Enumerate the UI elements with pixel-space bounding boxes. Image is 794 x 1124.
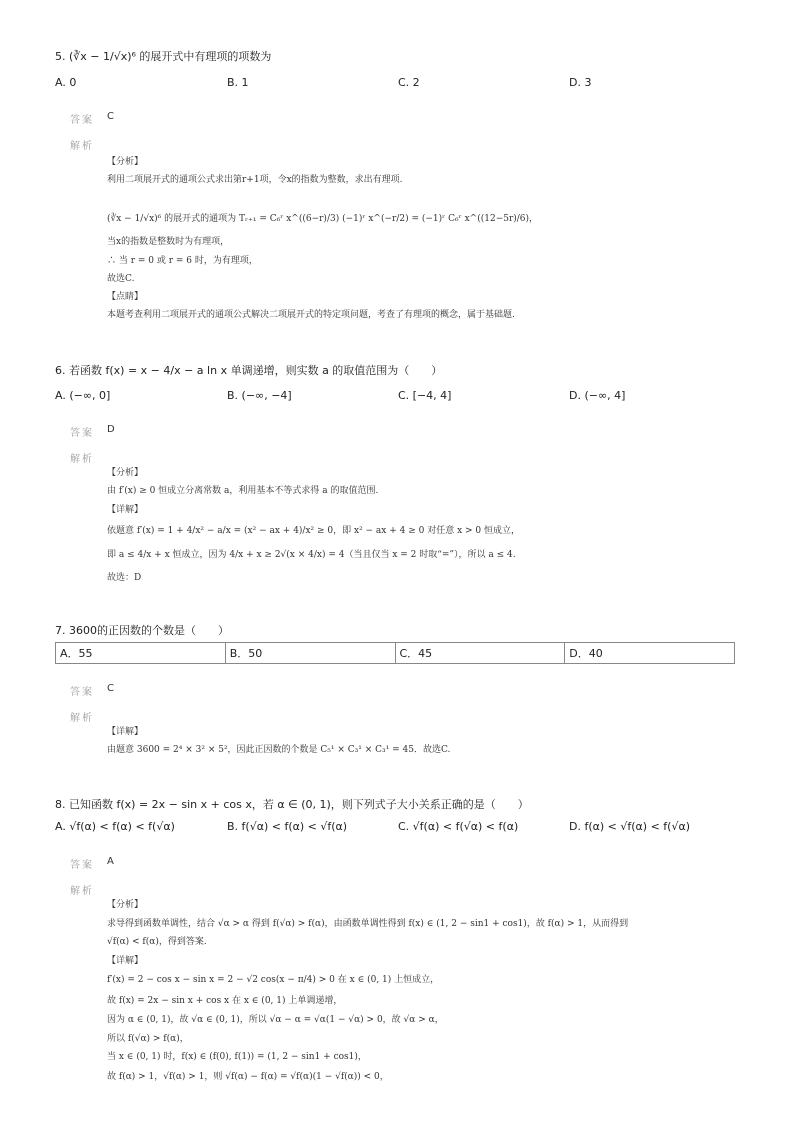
q8-option-c: C. √f(α) < f(√α) < f(α): [398, 820, 519, 833]
q6-line-5: 即 a ≤ 4/x + x 恒成立，因为 4/x + x ≥ 2√(x × 4/x) = 4（当且仅当 x = 2 时取“=”），所以 a ≤ 4.: [107, 550, 516, 560]
q8-option-d: D. f(α) < √f(α) < f(√α): [569, 820, 691, 833]
q8-line-10: 故 f(α) > 1，√f(α) > 1，则 √f(α) − f(α) = √f(α)(1 − √f(α)) < 0，: [107, 1072, 389, 1082]
q5-option-c: C. 2: [398, 76, 420, 89]
q8-line-2: 求导得到函数单调性，结合 √α > α 得到 f(√α) > f(α)，由函数单调性得到 f(x) ∈ (1, 2 − sin1 + cos1)，故 f(α) > 1，从而得到: [107, 919, 629, 929]
q8-answer: A: [107, 856, 114, 867]
q8-line-7: 因为 α ∈ (0, 1)，故 √α ∈ (0, 1)，所以 √α − α = √α(1 − √α) > 0，故 √α > α，: [107, 1015, 444, 1025]
q6-line-4: 依题意 f′(x) = 1 + 4/x² − a/x = (x² − ax + 4)/x² ≥ 0，即 x² − ax + 4 ≥ 0 对任意 x > 0 恒成立，: [107, 526, 521, 536]
q5-answer: C: [107, 111, 114, 122]
q6-answer-label: 答案: [70, 428, 94, 439]
q6-line-6: 故选：D: [107, 573, 142, 583]
q5-line-7: 【点睛】: [107, 292, 144, 302]
q8-line-5: f′(x) = 2 − cos x − sin x = 2 − √2 cos(x − π/4) > 0 在 x ∈ (0, 1) 上恒成立，: [107, 975, 440, 985]
q8-line-9: 当 x ∈ (0, 1) 时，f(x) ∈ (f(0), f(1)) = (1, 2 − sin1 + cos1)，: [107, 1052, 367, 1062]
q5-line-3: (∛x − 1/√x)⁶ 的展开式的通项为 Tᵣ₊₁ = C₆ʳ x^((6−r)/3) (−1)ʳ x^(−r/2) = (−1)ʳ C₆ʳ x^((12−5r)/6)，: [107, 214, 539, 224]
q5-option-b: B. 1: [227, 76, 249, 89]
q8-analysis-label: 解析: [70, 886, 94, 897]
q6-option-a: A. (−∞, 0]: [55, 389, 111, 402]
q7-stem: 7. 3600的正因数的个数是（ ）: [55, 624, 229, 637]
q8-line-3: √f(α) < f(α)，得到答案.: [107, 937, 207, 947]
q7-line-1: 【详解】: [107, 727, 144, 737]
q6-answer: D: [107, 424, 115, 435]
q5-analysis-label: 解析: [70, 141, 94, 152]
q6-option-d: D. (−∞, 4]: [569, 389, 626, 402]
q8-answer-label: 答案: [70, 860, 94, 871]
q5-stem: 5. (∛x − 1/√x)⁶ 的展开式中有理项的项数为: [55, 50, 272, 63]
q8-line-8: 所以 f(√α) > f(α)，: [107, 1034, 189, 1044]
q7-analysis-label: 解析: [70, 713, 94, 724]
q5-line-1: 【分析】: [107, 157, 144, 167]
q5-option-d: D. 3: [569, 76, 592, 89]
q5-option-a: A. 0: [55, 76, 77, 89]
q8-option-b: B. f(√α) < f(α) < √f(α): [227, 820, 348, 833]
q5-line-2: 利用二项展开式的通项公式求出第r+1项，令x的指数为整数，求出有理项.: [107, 175, 403, 185]
q7-answer: C: [107, 683, 114, 694]
q5-line-8: 本题考查利用二项展开式的通项公式解决二项展开式的特定项问题，考查了有理项的概念，属于基础题.: [107, 310, 515, 320]
q7-options-table: [55, 642, 735, 664]
q5-line-4: 当x的指数是整数时为有理项，: [107, 237, 230, 247]
q8-line-4: 【详解】: [107, 956, 144, 966]
q7-answer-label: 答案: [70, 687, 94, 698]
q8-line-6: 故 f(x) = 2x − sin x + cos x 在 x ∈ (0, 1) 上单调递增，: [107, 996, 343, 1006]
q6-analysis-label: 解析: [70, 454, 94, 465]
q5-line-6: 故选C.: [107, 274, 135, 284]
q6-option-b: B. (−∞, −4]: [227, 389, 292, 402]
q6-line-1: 【分析】: [107, 468, 144, 478]
q8-line-1: 【分析】: [107, 900, 144, 910]
q6-line-3: 【详解】: [107, 505, 144, 515]
q5-line-5: ∴ 当 r = 0 或 r = 6 时，为有理项，: [107, 256, 258, 266]
q5-answer-label: 答案: [70, 115, 94, 126]
q7-option-a: A．55: [56, 643, 226, 664]
q7-option-d: D．40: [565, 643, 735, 664]
q6-stem: 6. 若函数 f(x) = x − 4/x − a ln x 单调递增，则实数 a 的取值范围为（ ）: [55, 364, 443, 377]
q7-line-2: 由题意 3600 = 2⁴ × 3² × 5²，因此正因数的个数是 C₅¹ × C₃¹ × C₃¹ = 45．故选C.: [107, 745, 451, 755]
q7-option-b: B．50: [225, 643, 395, 664]
q7-option-c: C．45: [395, 643, 565, 664]
q6-line-2: 由 f′(x) ≥ 0 恒成立分离常数 a，利用基本不等式求得 a 的取值范围.: [107, 486, 379, 496]
q8-option-a: A. √f(α) < f(α) < f(√α): [55, 820, 175, 833]
q8-stem: 8. 已知函数 f(x) = 2x − sin x + cos x，若 α ∈ (0, 1)，则下列式子大小关系正确的是（ ）: [55, 798, 529, 811]
q6-option-c: C. [−4, 4]: [398, 389, 452, 402]
